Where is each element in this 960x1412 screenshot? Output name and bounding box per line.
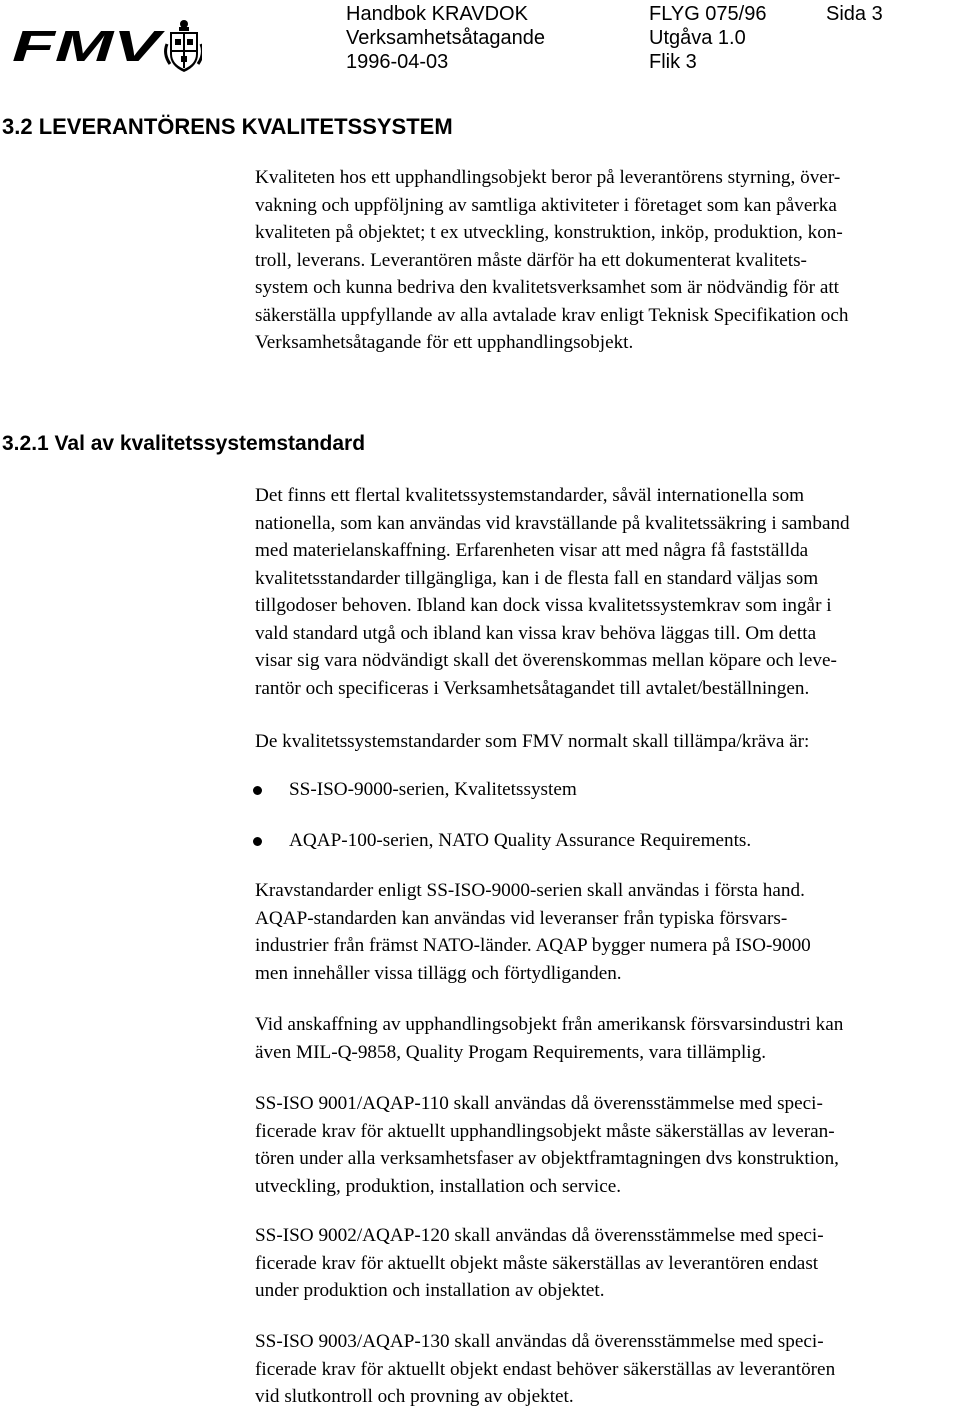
subsection-paragraph-3: Kravstandarder enligt SS-ISO-9000-serien skall användas i första hand. AQAP-standarden kan användas vid leveranser från typiska försvars- industrier från främst NATO-länder. AQAP bygger numera på ISO-9000 men innehåller vissa tillägg och förtydliganden. — [255, 880, 811, 984]
header-doc-type: Verksamhetsåtagande — [346, 27, 546, 49]
bullet-item-ss-iso: SS-ISO-9000-serien, Kvalitetssystem — [289, 779, 577, 800]
subsection-paragraph-1: Det finns ett flertal kvalitetssystemstandarder, såväl internationella som nationella, som kan användas vid kravställande på kvalitetssäkring i samband med materielanskaffning. Erfarenheten visar att med några få fastställda kvalitetsstandarder tillgängliga, kan i de flesta fall en standard väljas som tillgodoser behoven. Ibland kan dock vissa kvalitetssystemkrav som ingår i vald standard utgå och ibland kan vissa krav behöva läggas till. Om detta visar sig vara nödvändigt skall det överenskommas mellan köpare och leve- rantör och specificeras i Verksamhetsåtagandet till avtalet/beställningen. — [255, 485, 850, 699]
header-tab: Flik 3 — [649, 51, 697, 73]
subsection-paragraph-4: Vid anskaffning av upphandlingsobjekt från amerikansk försvarsindustri kan även MIL-Q-9858, Quality Progam Requirements, vara tillämplig. — [255, 1014, 844, 1063]
three-crowns-crest-icon — [166, 20, 202, 72]
subsection-paragraph-6: SS-ISO 9002/AQAP-120 skall användas då överensstämmelse med speci- ficerade krav för aktuellt objekt måste säkerställas av leverantören endast under produktion och installation av objektet. — [255, 1225, 824, 1301]
fmv-logo — [12, 14, 202, 74]
header-edition: Utgåva 1.0 — [649, 27, 746, 49]
subsection-heading: 3.2.1 Val av kvalitetssystemstandard — [2, 432, 366, 455]
subsection-paragraph-7: SS-ISO 9003/AQAP-130 skall användas då överensstämmelse med speci- ficerade krav för aktuellt objekt endast behöver säkerställas av leverantören vid slutkontroll och provning av objektet. — [255, 1331, 836, 1407]
header-doc-title: Handbok KRAVDOK — [346, 3, 528, 25]
subsection-paragraph-2: De kvalitetssystemstandarder som FMV normalt skall tillämpa/kräva är: — [255, 731, 810, 752]
section-paragraph: Kvaliteten hos ett upphandlingsobjekt beror på leverantörens styrning, över- vakning och uppföljning av samtliga aktiviteter i företaget som kan påverka kvaliteten på objektet; t ex utveckling, konstruktion, inköp, produktion, kon- troll, leverans. Leverantören måste därför ha ett dokumenterat kvalitets- system och kunna bedriva den kvalitetsverksamhet som är nödvändig för att säkerställa uppfyllande av alla avtalade krav enligt Teknisk Specifikation och Verksamhetsåtagande för ett upphandlingsobjekt. — [255, 167, 849, 353]
bullet-item-aqap: AQAP-100-serien, NATO Quality Assurance Requirements. — [289, 830, 752, 851]
bullet-icon — [253, 837, 262, 846]
header-date: 1996-04-03 — [346, 51, 449, 73]
section-heading: 3.2 LEVERANTÖRENS KVALITETSSYSTEM — [2, 114, 453, 139]
fmv-logo-text: FMV — [12, 22, 166, 71]
subsection-paragraph-5: SS-ISO 9001/AQAP-110 skall användas då överensstämmelse med speci- ficerade krav för aktuellt upphandlingsobjekt måste säkerställas av leveran- tören under alla verksamhetsfaser av objektframtagningen dvs konstruktion, utveckling, produktion, installation och service. — [255, 1093, 839, 1197]
header-doc-number: FLYG 075/96 — [649, 3, 767, 25]
header-page-number: Sida 3 — [826, 3, 883, 25]
bullet-icon — [253, 786, 262, 795]
